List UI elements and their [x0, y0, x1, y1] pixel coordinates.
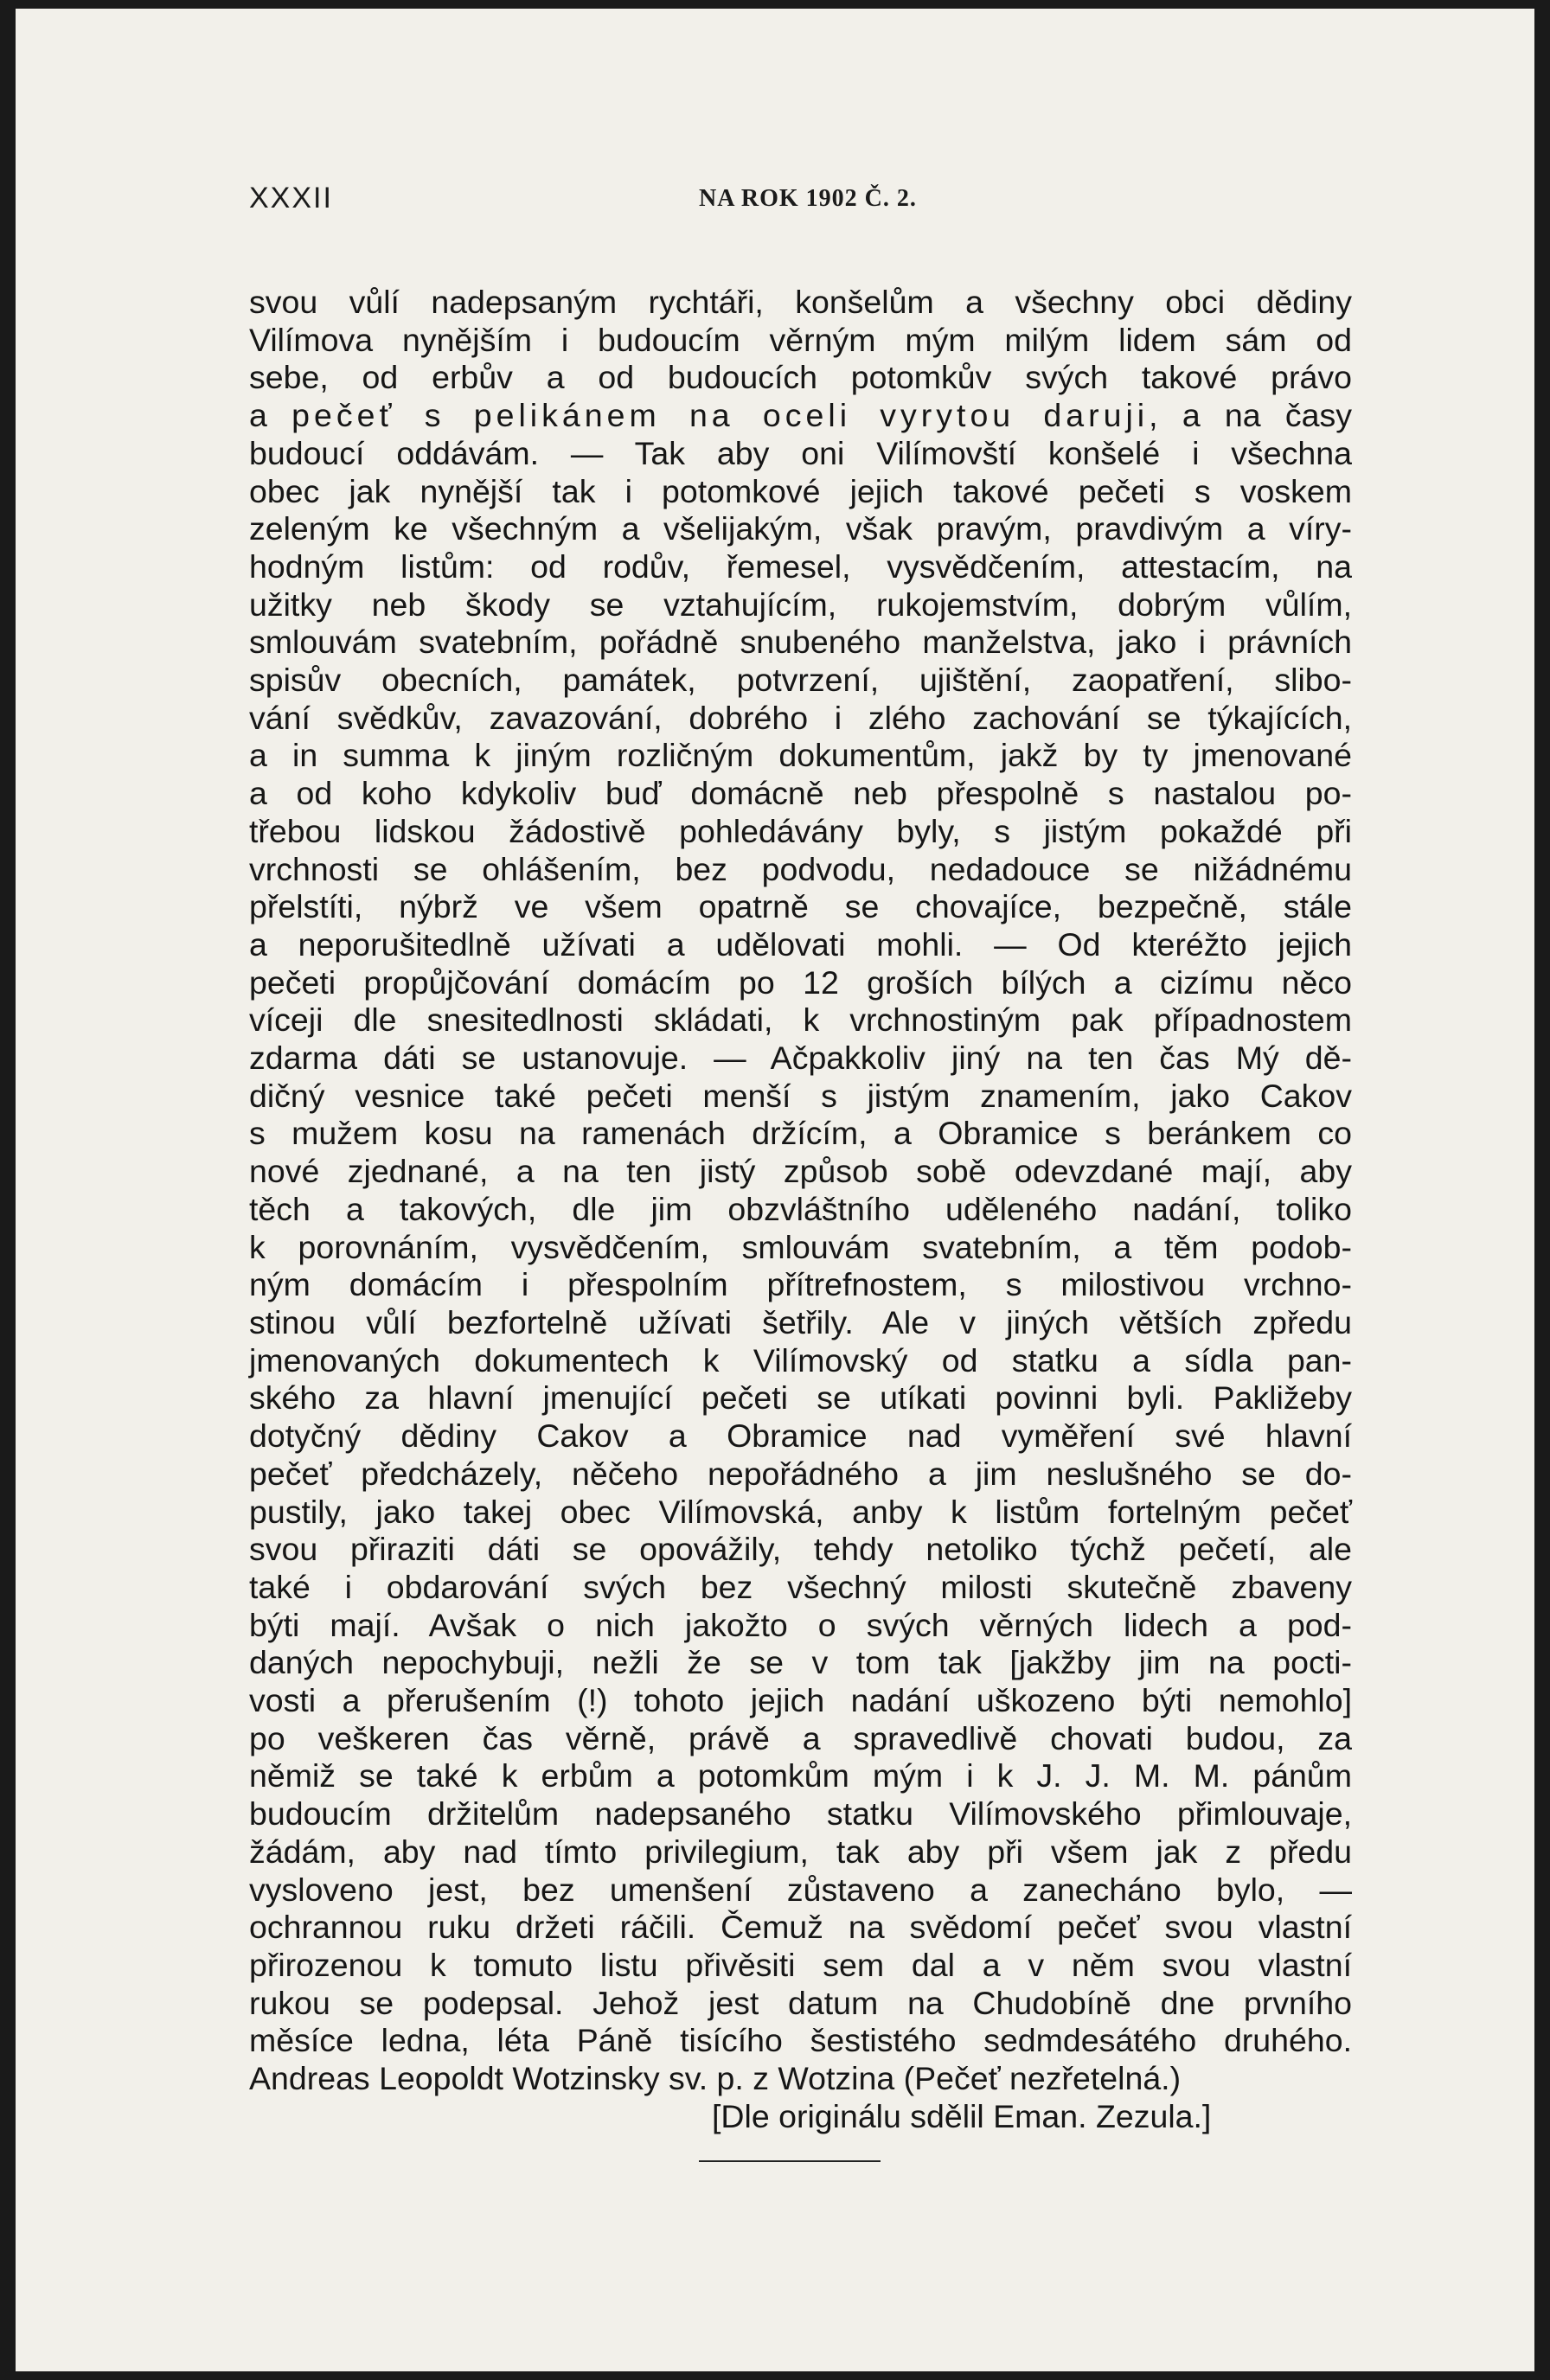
text-line: svou přiraziti dáti se opovážily, tehdy netoliko týchž pečetí, ale [249, 1531, 1352, 1568]
text-line: k porovnáním, vysvědčením, smlouvám svatebním, a těm podob- [249, 1228, 1352, 1265]
text-line: smlouvám svatebním, pořádně snubeného manželstva, jako i právních [249, 624, 1352, 661]
text-line: vosti a přerušením (!) tohoto jejich nadání uškozeno býti nemohlo] [249, 1682, 1352, 1719]
text-line: měsíce ledna, léta Páně tisícího šestistého sedmdesátého druhého. [249, 2022, 1352, 2059]
text-line: hodným listům: od rodův, řemesel, vysvědčením, attestacím, na [249, 547, 1352, 585]
text-line: němiž se také k erbům a potomkům mým i k J. J. M. M. pánům [249, 1757, 1352, 1795]
text-line: nové zjednané, a na ten jistý způsob sobě odevzdané mají, aby [249, 1153, 1352, 1190]
text-line: spisův obecních, památek, potvrzení, ujištění, zaopatření, slibo- [249, 662, 1352, 699]
text-line: býti mají. Avšak o nich jakožto o svých věrných lidech a pod- [249, 1606, 1352, 1643]
text-line: zdarma dáti se ustanovuje. — Ačpakkoliv jiný na ten čas Mý dě- [249, 1040, 1352, 1077]
text-line: přirozenou k tomuto listu přivěsiti sem dal a v něm svou vlastní [249, 1946, 1352, 1983]
text-line-spaced [249, 397, 1352, 435]
text-line: a in summa k jiným rozličným dokumentům, jakž by ty jmenované [249, 737, 1352, 774]
text-line: dičný vesnice také pečeti menší s jistým znamením, jako Cakov [249, 1077, 1352, 1114]
text-line: a neporušitedlně užívati a udělovati mohli. — Od kteréžto jejich [249, 925, 1352, 963]
text-line: sebe, od erbův a od budoucích potomkův svých takové právo [249, 359, 1352, 396]
spaced-phrase: pečeť s pelikánem na oceli vyrytou daruji [291, 397, 1150, 434]
text-fragment: , a na časy [1149, 397, 1352, 434]
text-line: stinou vůlí bezfortelně užívati šetřily. Ale v jiných větších zpředu [249, 1303, 1352, 1340]
text-line: pečeť předcházely, něčeho nepořádného a jim neslušného se do- [249, 1455, 1352, 1492]
text-line: také i obdarování svých bez všechný milosti skutečně zbaveny [249, 1568, 1352, 1605]
text-line: po veškeren čas věrně, právě a spravedlivě chovati budou, za [249, 1719, 1352, 1756]
text-line: žádám, aby nad tímto privilegium, tak aby při všem jak z předu [249, 1833, 1352, 1870]
text-line: víceji dle snesitedlnosti skládati, k vrchnostiným pak případnostem [249, 1001, 1352, 1039]
document-page [16, 9, 1534, 2371]
text-line: pečeti propůjčování domácím po 12 groších bílých a cizímu něco [249, 963, 1352, 1001]
running-head: NA ROK 1902 Č. 2. [699, 185, 917, 212]
source-note: [Dle originálu sdělil Eman. Zezula.] [712, 2097, 1212, 2134]
text-line: vání svědkův, zavazování, dobrého i zlého zachování se týkajících, [249, 699, 1352, 736]
text-line: obec jak nynější tak i potomkové jejich takové pečeti s voskem [249, 472, 1352, 509]
text-line: ského za hlavní jmenující pečeti se utíkati povinni byli. Pakližeby [249, 1379, 1352, 1417]
text-line: rukou se podepsal. Jehož jest datum na Chudobíně dne prvního [249, 1984, 1352, 2021]
page-header [249, 182, 1318, 234]
text-line: budoucí oddávám. — Tak aby oni Vilímovští konšelé i všechna [249, 434, 1352, 471]
text-line: dotyčný dědiny Cakov a Obramice nad vyměření své hlavní [249, 1417, 1352, 1455]
text-line: ochrannou ruku držeti ráčili. Čemuž na svědomí pečeť svou vlastní [249, 1909, 1352, 1946]
text-line: daných nepochybuji, nežli že se v tom tak [jakžby jim na pocti- [249, 1644, 1352, 1681]
text-line: svou vůlí nadepsaným rychtáři, konšelům a všechny obci dědiny [249, 284, 1352, 320]
text-line: ným domácím i přespolním přítrefnostem, s milostivou vrchno- [249, 1266, 1352, 1303]
text-line: třebou lidskou žádostivě pohledávány byly, s jistým pokaždé při [249, 812, 1352, 849]
text-line: Vilímova nynějším i budoucím věrným mým milým lidem sám od [249, 321, 1352, 358]
text-line: s mužem kosu na ramenách držícím, a Obramice s beránkem co [249, 1115, 1352, 1152]
text-line: jmenovaných dokumentech k Vilímovský od statku a sídla pan- [249, 1341, 1352, 1379]
text-line: vysloveno jest, bez umenšení zůstaveno a zanecháno bylo, — [249, 1871, 1352, 1908]
text-line: přelstíti, nýbrž ve všem opatrně se chovajíce, bezpečně, stále [249, 888, 1352, 925]
body-text [249, 284, 1352, 2135]
closing-rule [699, 2160, 881, 2162]
text-line: pustily, jako takej obec Vilímovská, anby k listům fortelným pečeť [249, 1493, 1352, 1530]
text-line: zeleným ke všechným a všelijakým, však pravým, pravdivým a víry- [249, 510, 1352, 547]
text-line: těch a takových, dle jim obzvláštního uděleného nadání, toliko [249, 1190, 1352, 1227]
text-line: a od koho kdykoliv buď domácně neb přespolně s nastalou po- [249, 775, 1352, 812]
text-line: budoucím držitelům nadepsaného statku Vilímovského přimlouvaje, [249, 1795, 1352, 1833]
text-line: užitky neb škody se vztahujícím, rukojemstvím, dobrým vůlím, [249, 585, 1352, 623]
signature-line: Andreas Leopoldt Wotzinsky sv. p. z Wotzina (Pečeť nezřetelná.) [249, 2060, 1182, 2097]
page-number: XXXII [249, 182, 333, 214]
text-fragment: a [249, 397, 292, 434]
text-line: vrchnosti se ohlášením, bez podvodu, nedadouce se nižádnému [249, 850, 1352, 887]
